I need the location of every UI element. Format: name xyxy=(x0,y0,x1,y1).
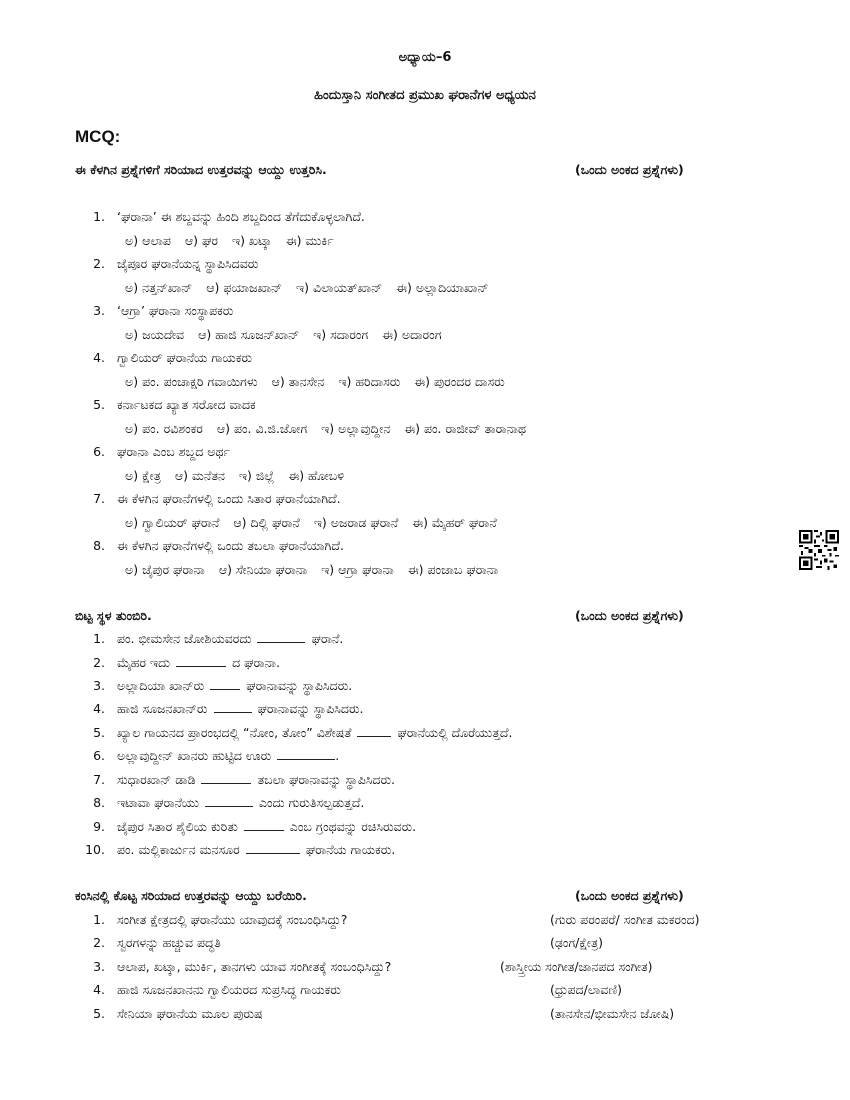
item-text-after: ತಬಲಾ ಘರಾನಾವನ್ನು ಸ್ಥಾಪಿಸಿದರು. xyxy=(257,772,396,787)
option-b: ಆ) ತಾನಸೇನ xyxy=(271,374,325,389)
answer-hint: (ಶಾಸ್ತ್ರೀಯ ಸಂಗೀತ/ಜಾನಪದ ಸಂಗೀತ) xyxy=(500,959,653,974)
section3-instruction: ಕಂಸಿನಲ್ಲಿ ಕೊಟ್ಟ ಸರಿಯಾದ ಉತ್ತರವನ್ನು ಆಯ್ದು ಬರೆಯಿರಿ. xyxy=(75,888,307,903)
question-text: ಕರ್ನಾಟಕದ ಖ್ಯಾತ ಸರೋದ ವಾದಕ xyxy=(117,397,256,412)
answer-blank[interactable] xyxy=(277,758,335,760)
mcq-options-8 xyxy=(125,562,508,578)
item-text: ಸಂಗೀತ ಕ್ಷೇತ್ರದಲ್ಲಿ ಘರಾನೆಯು ಯಾವುದಕ್ಕೆ ಸಂಬಂಧಿಸಿದ್ದು? xyxy=(117,912,348,927)
section1-marks: (ಒಂದು ಅಂಕದ ಪ್ರಶ್ನೆಗಳು) xyxy=(575,162,684,177)
option-b: ಆ) ಫಯಾಜಖಾನ್ xyxy=(206,280,283,295)
mcq-options-4 xyxy=(125,374,515,390)
answer-blank[interactable] xyxy=(244,829,284,831)
item-text-after: . xyxy=(335,748,340,763)
item-text: ಮೈಹರ ಇದು xyxy=(117,655,171,670)
item-text-after: ದ ಘರಾನಾ. xyxy=(232,655,280,670)
section2-instruction: ಬಿಟ್ಟ ಸ್ಥಳ ತುಂಬಿರಿ. xyxy=(75,608,152,623)
item-text-after: ಘರಾನೆಯಲ್ಲಿ ದೊರೆಯುತ್ತದೆ. xyxy=(397,725,513,740)
option-a: ಅ) ಜಯದೇವ xyxy=(125,327,185,342)
item-text: ಖ್ಯಾಲ ಗಾಯನದ ಪ್ರಾರಂಭದಲ್ಲಿ “ನೋಂ, ತೋಂ” ವಿಶೇಷತೆ xyxy=(117,725,352,740)
question-text: ಜೈಪೂರ ಘರಾನೆಯನ್ನ ಸ್ಥಾಪಿಸಿದವರು xyxy=(117,256,259,271)
item-text: ಅಲ್ಲಾದಿಯಾ ಖಾನ್‌ರು xyxy=(117,678,205,693)
item-text-after: ಎಂಬ ಗ್ರಂಥವನ್ನು ರಚಿಸಿರುವರು. xyxy=(289,819,417,834)
answer-blank[interactable] xyxy=(257,641,305,643)
item-number: 3. xyxy=(93,959,105,974)
answer-blank[interactable] xyxy=(205,805,253,807)
item-text-after: ಘರಾನೆ. xyxy=(311,631,344,646)
item-text: ಜೈಪುರ ಸಿತಾರ ಶೈಲಿಯ ಕುರಿತು xyxy=(117,819,238,834)
item-text: ಪಂ. ಭೀಮಸೇನ ಜೋಶಿಯವರದು xyxy=(117,631,252,646)
option-a: ಅ) ಗ್ವಾಲಿಯರ್ ಘರಾನೆ xyxy=(125,515,220,530)
item-number: 2. xyxy=(93,655,105,670)
option-a: ಅ) ಕ್ಷೇತ್ರ xyxy=(125,468,161,483)
item-text: ಆಲಾಪ, ಖಟ್ಕಾ, ಮುರ್ಕಿ, ತಾನಗಳು ಯಾವ ಸಂಗೀತಕ್ಕೆ ಸಂಬಂಧಿಸಿದ್ದು? xyxy=(117,959,392,974)
answer-blank[interactable] xyxy=(214,711,252,713)
section1-instruction: ಈ ಕೆಳಗಿನ ಪ್ರಶ್ನೆಗಳಿಗೆ ಸರಿಯಾದ ಉತ್ತರವನ್ನು ಆಯ್ದು ಉತ್ತರಿಸಿ. xyxy=(75,162,327,177)
option-c: ಇ) ಹರಿದಾಸರು xyxy=(338,374,401,389)
item-number: 1. xyxy=(93,631,105,646)
option-d: ಈ) ಅದಾರಂಗ xyxy=(382,327,442,342)
question-text: ಘರಾನಾ ಎಂಬ ಶಬ್ದದ ಅರ್ಥ xyxy=(117,444,231,459)
chapter-title: ಹಿಂದುಸ್ತಾನಿ ಸಂಗೀತದ ಪ್ರಮುಖ ಘರಾನೆಗಳ ಅಧ್ಯಯನ xyxy=(314,88,536,103)
item-number: 4. xyxy=(93,701,105,716)
option-b: ಆ) ದಿಲ್ಲಿ ಘರಾನೆ xyxy=(233,515,300,530)
answer-blank[interactable] xyxy=(210,688,240,690)
qr-code-icon xyxy=(799,530,839,570)
item-number: 9. xyxy=(93,819,105,834)
mcq-options-1 xyxy=(125,233,344,249)
section1-heading xyxy=(75,162,725,178)
option-d: ಈ) ಅಲ್ಲಾದಿಯಾಖಾನ್ xyxy=(396,280,489,295)
option-b: ಆ) ಘರ xyxy=(184,233,218,248)
item-number: 4. xyxy=(93,982,105,997)
option-d: ಈ) ಮುರ್ಕಿ xyxy=(285,233,334,248)
option-c: ಇ) ಖಟ್ಕಾ xyxy=(231,233,272,248)
question-text: ಗ್ವಾಲಿಯರ್ ಘರಾನೆಯ ಗಾಯಕರು xyxy=(117,350,252,365)
option-c: ಇ) ಅಲ್ಲಾವುದ್ದೀನ xyxy=(321,421,391,436)
option-c: ಇ) ಆಗ್ರಾ ಘರಾನಾ xyxy=(321,562,394,577)
option-d: ಈ) ಹೋಬಳಿ xyxy=(288,468,345,483)
item-text: ಸ್ವರಗಳನ್ನು ಹಚ್ಚುವ ಪದ್ಧತಿ xyxy=(117,935,221,950)
question-text: ಈ ಕೆಳಗಿನ ಘರಾನೆಗಳಲ್ಲಿ ಒಂದು ತಬಲಾ ಘರಾನೆಯಾಗಿದೆ. xyxy=(117,538,344,553)
option-c: ಇ) ಅಜರಾಡ ಘರಾನೆ xyxy=(313,515,399,530)
item-text: ಅಲ್ಲಾವುದ್ದೀನ್ ಖಾನರು ಹುಟ್ಟಿದ ಊರು xyxy=(117,748,272,763)
section3-marks: (ಒಂದು ಅಂಕದ ಪ್ರಶ್ನೆಗಳು) xyxy=(575,888,684,903)
item-number: 8. xyxy=(93,795,105,810)
answer-blank[interactable] xyxy=(246,852,300,854)
item-number: 7. xyxy=(93,772,105,787)
option-c: ಇ) ಜಿಲ್ಲೆ xyxy=(238,468,275,483)
item-text: ಹಾಜಿ ಸೂಜನಖಾನ್‌ರು xyxy=(117,701,208,716)
item-number: 5. xyxy=(93,725,105,740)
option-b: ಆ) ಹಾಜಿ ಸೂಜನ್‌ಖಾನ್ xyxy=(198,327,300,342)
item-text: ಸೇನಿಯಾ ಘರಾನೆಯ ಮೂಲ ಪುರುಷ xyxy=(117,1006,263,1021)
item-text: ಹಾಜಿ ಸೂಜನಖಾನನು ಗ್ವಾಲಿಯರದ ಸುಪ್ರಸಿದ್ಧ ಗಾಯಕರು xyxy=(117,982,341,997)
question-number: 8. xyxy=(93,538,105,553)
question-text: ‘ಆಗ್ರಾ’ ಘರಾನಾ ಸಂಸ್ಥಾಪಕರು xyxy=(117,303,234,318)
item-number: 3. xyxy=(93,678,105,693)
chapter-number: ಅಧ್ಯಾಯ–6 xyxy=(398,50,452,65)
section2-marks: (ಒಂದು ಅಂಕದ ಪ್ರಶ್ನೆಗಳು) xyxy=(575,608,684,623)
item-number: 1. xyxy=(93,912,105,927)
question-number: 1. xyxy=(93,209,105,224)
option-b: ಆ) ಮನೆತನ xyxy=(174,468,225,483)
option-d: ಈ) ಪಂಜಾಬ ಘರಾನಾ xyxy=(407,562,499,577)
item-text: ಪಂ. ಮಲ್ಲಿಕಾರ್ಜುನ ಮನಸೂರ xyxy=(117,842,240,857)
question-text: ಈ ಕೆಳಗಿನ ಘರಾನೆಗಳಲ್ಲಿ ಒಂದು ಸಿತಾರ ಘರಾನೆಯಾಗಿದೆ. xyxy=(117,491,341,506)
option-a: ಅ) ಪಂ. ಪಂಚಾಕ್ಷರಿ ಗವಾಯಿಗಳು xyxy=(125,374,258,389)
option-a: ಅ) ಜೈಪುರ ಘರಾನಾ xyxy=(125,562,205,577)
question-number: 2. xyxy=(93,256,105,271)
option-b: ಆ) ಸೇನಿಯಾ ಘರಾನಾ xyxy=(218,562,308,577)
option-a: ಅ) ಪಂ. ರವಿಶಂಕರ xyxy=(125,421,203,436)
section2-heading xyxy=(75,608,725,624)
item-number: 6. xyxy=(93,748,105,763)
answer-hint: (ಗುರು ಪರಂಪರೆ/ ಸಂಗೀತ ಮಕರಂದ) xyxy=(550,912,700,927)
answer-hint: (ಢಂಗ/ಕ್ಷೇತ್ರ) xyxy=(550,935,604,950)
question-number: 6. xyxy=(93,444,105,459)
mcq-options-2 xyxy=(125,280,499,296)
answer-blank[interactable] xyxy=(357,735,391,737)
section3-heading xyxy=(75,888,725,904)
answer-hint: (ಧ್ರುಪದ/ಲಾವಣಿ) xyxy=(550,982,623,997)
item-text: ಸುಧಾರಖಾನ್ ಡಾಡಿ xyxy=(117,772,196,787)
item-text-after: ಘರಾನಾವನ್ನು ಸ್ಥಾಪಿಸಿದರು. xyxy=(246,678,353,693)
mcq-options-3 xyxy=(125,327,451,343)
question-number: 3. xyxy=(93,303,105,318)
answer-blank[interactable] xyxy=(176,665,226,667)
option-a: ಅ) ನತ್ತನ್‌ಖಾನ್ xyxy=(125,280,193,295)
mcq-options-7 xyxy=(125,515,507,531)
answer-hint: (ತಾನಸೇನ/ಭೀಮಸೇನ ಜೋಷಿ) xyxy=(550,1006,675,1021)
mcq-options-5 xyxy=(125,421,536,437)
question-number: 4. xyxy=(93,350,105,365)
mcq-options-6 xyxy=(125,468,354,484)
option-d: ಈ) ಪಂ. ರಾಜೀವ್ ತಾರಾನಾಥ xyxy=(404,421,527,436)
answer-blank[interactable] xyxy=(201,782,251,784)
question-number: 7. xyxy=(93,491,105,506)
question-number: 5. xyxy=(93,397,105,412)
item-text-after: ಎಂದು ಗುರುತಿಸಲ್ಪಡುತ್ತದೆ. xyxy=(258,795,365,810)
option-c: ಇ) ವಿಲಾಯತ್‌ಖಾನ್ xyxy=(296,280,383,295)
item-text: ಇಟಾವಾ ಘರಾನೆಯು xyxy=(117,795,199,810)
option-c: ಇ) ಸದಾರಂಗ xyxy=(313,327,369,342)
option-d: ಈ) ಮೈಹರ್ ಘರಾನೆ xyxy=(412,515,497,530)
item-number: 2. xyxy=(93,935,105,950)
option-a: ಅ) ಆಲಾಪ xyxy=(125,233,171,248)
option-b: ಆ) ಪಂ. ವಿ.ಜಿ.ಜೋಗ xyxy=(216,421,308,436)
item-number: 10. xyxy=(85,842,105,857)
item-number: 5. xyxy=(93,1006,105,1021)
item-text-after: ಘರಾನೆಯ ಗಾಯಕರು. xyxy=(305,842,396,857)
option-d: ಈ) ಪುರಂದರ ದಾಸರು xyxy=(414,374,505,389)
question-text: ‘ಘರಾನಾ’ ಈ ಶಬ್ದವನ್ನು ಹಿಂದಿ ಶಬ್ದದಿಂದ ತೆಗೆದುಕೊಳ್ಳಲಾಗಿದೆ. xyxy=(117,209,365,224)
mcq-heading: MCQ: xyxy=(75,127,121,146)
item-text-after: ಘರಾನಾವನ್ನು ಸ್ಥಾಪಿಸಿದರು. xyxy=(257,701,364,716)
